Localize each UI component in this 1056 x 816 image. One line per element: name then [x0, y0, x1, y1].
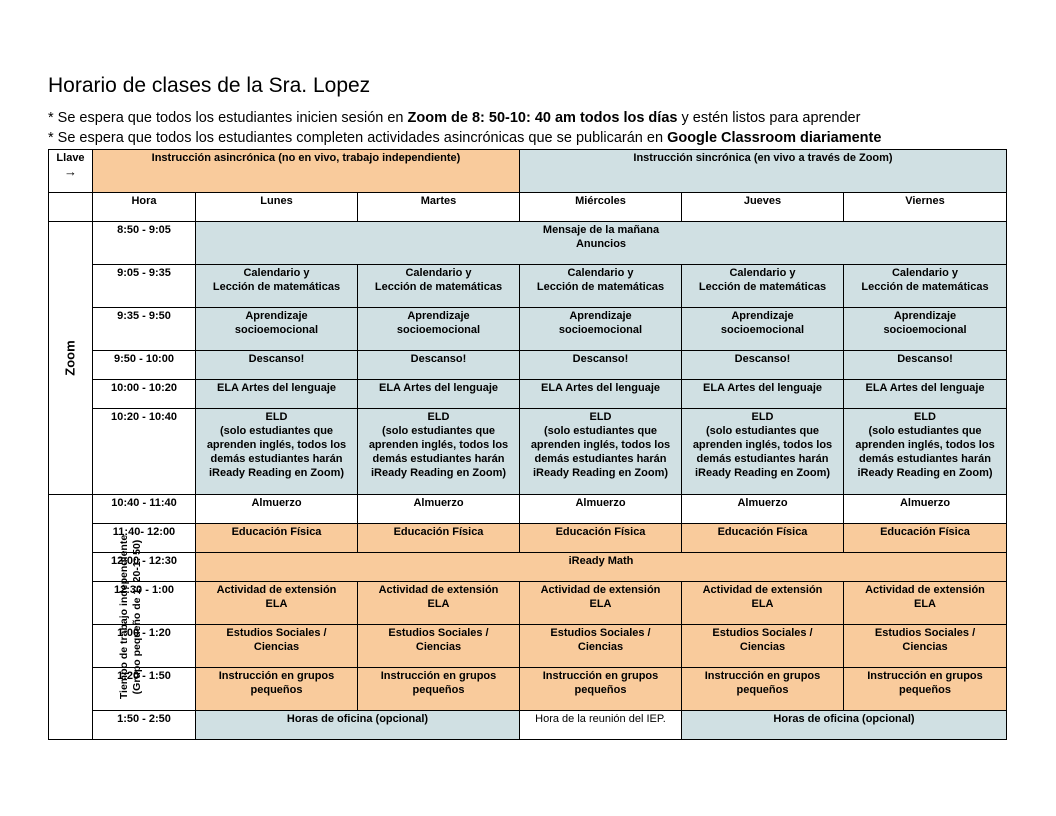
time-cell: 1:50 - 2:50	[93, 711, 196, 740]
activity-cell	[520, 625, 682, 668]
time-cell: 1:00 - 1:20	[93, 625, 196, 668]
table-row	[49, 711, 1007, 740]
activity-cell: Almuerzo	[682, 495, 844, 524]
arrow-right-icon: →	[64, 164, 77, 179]
header-row	[49, 193, 1007, 222]
activity-cell	[358, 625, 520, 668]
activity-line: ELA	[589, 598, 612, 610]
table-row	[49, 553, 1007, 582]
activity-cell	[196, 582, 358, 625]
activity-line: socioemocional	[396, 324, 481, 336]
activity-line: Calendario y	[405, 267, 472, 279]
legend-sync: Instrucción sincrónica (en vivo a través de Zoom)	[520, 150, 1007, 193]
office-hours-cell: Horas de oficina (opcional)	[682, 711, 1007, 740]
activity-cell	[196, 409, 358, 495]
header-day: Jueves	[682, 193, 844, 222]
table-row	[49, 265, 1007, 308]
zoom-label-text: Zoom	[62, 339, 78, 376]
header-empty	[49, 193, 93, 222]
table-row	[49, 351, 1007, 380]
activity-line: ELD	[589, 411, 612, 423]
time-cell: 10:20 - 10:40	[93, 409, 196, 495]
activity-cell: Almuerzo	[358, 495, 520, 524]
activity-line: Instrucción en grupos	[380, 670, 497, 682]
activity-cell: Almuerzo	[196, 495, 358, 524]
activity-line: (solo estudiantes que aprenden inglés, todos los demás estudiantes harán iReady Reading en Zoom)	[530, 425, 671, 479]
activity-cell	[358, 265, 520, 308]
activity-line: Estudios Sociales /	[226, 627, 327, 639]
activity-line: Anuncios	[575, 238, 627, 250]
activity-cell: ELA Artes del lenguaje	[358, 380, 520, 409]
activity-line: Estudios Sociales /	[388, 627, 489, 639]
activity-cell: ELA Artes del lenguaje	[196, 380, 358, 409]
activity-cell: ELA Artes del lenguaje	[682, 380, 844, 409]
tiempo-line: Tiempo de trabajo independiente	[118, 534, 131, 700]
activity-line: Actividad de extensión	[378, 584, 499, 596]
activity-line: Aprendizaje	[407, 310, 470, 322]
activity-line: Aprendizaje	[245, 310, 308, 322]
table-row	[49, 524, 1007, 553]
activity-line: Instrucción en grupos	[218, 670, 335, 682]
activity-line: Calendario y	[729, 267, 796, 279]
activity-cell	[520, 265, 682, 308]
header-day: Lunes	[196, 193, 358, 222]
activity-line: Instrucción en grupos	[542, 670, 659, 682]
activity-line: Instrucción en grupos	[704, 670, 821, 682]
activity-cell	[358, 668, 520, 711]
activity-cell	[520, 668, 682, 711]
header-day: Miércoles	[520, 193, 682, 222]
activity-line: Actividad de extensión	[540, 584, 661, 596]
activity-cell	[196, 222, 1007, 265]
activity-line: pequeños	[899, 684, 951, 696]
activity-line: pequeños	[574, 684, 627, 696]
activity-line: (solo estudiantes que aprenden inglés, todos los demás estudiantes harán iReady Reading en Zoom)	[692, 425, 833, 479]
activity-cell	[682, 265, 844, 308]
activity-line: ELD	[265, 411, 288, 423]
activity-cell: Educación Física	[844, 524, 1007, 553]
activity-line: socioemocional	[558, 324, 643, 336]
table-row	[49, 222, 1007, 265]
header-day: Viernes	[844, 193, 1007, 222]
activity-cell	[844, 625, 1007, 668]
activity-line: Aprendizaje	[731, 310, 794, 322]
activity-line: Estudios Sociales /	[712, 627, 813, 639]
activity-line: ELA	[914, 598, 936, 610]
activity-cell	[844, 409, 1007, 495]
time-cell: 1:20 - 1:50	[93, 668, 196, 711]
activity-line: pequeños	[250, 684, 303, 696]
office-hours-cell: Horas de oficina (opcional)	[196, 711, 520, 740]
activity-line: socioemocional	[234, 324, 319, 336]
table-row	[49, 582, 1007, 625]
activity-line: pequeños	[736, 684, 789, 696]
activity-line: ELA	[751, 598, 774, 610]
activity-cell: Descanso!	[358, 351, 520, 380]
activity-line: Ciencias	[415, 641, 462, 653]
activity-cell	[844, 582, 1007, 625]
table-row	[49, 668, 1007, 711]
activity-cell	[196, 265, 358, 308]
zoom-side-label	[49, 222, 93, 495]
note-classroom	[48, 129, 881, 147]
activity-line: ELA	[265, 598, 288, 610]
activity-cell: Descanso!	[844, 351, 1007, 380]
activity-line: Ciencias	[902, 641, 948, 653]
tiempo-label-text	[118, 535, 144, 699]
activity-cell	[196, 308, 358, 351]
activity-line: Actividad de extensión	[702, 584, 823, 596]
note-text: * Se espera que todos los estudiantes inicien sesión en	[48, 110, 408, 126]
tiempo-line: (Grupo pequeño de 1: 20-1: 50)	[131, 539, 144, 695]
activity-cell	[358, 308, 520, 351]
table-row	[49, 409, 1007, 495]
activity-line: Lección de matemáticas	[861, 281, 989, 293]
activity-line: ELD	[427, 411, 450, 423]
activity-cell: Almuerzo	[520, 495, 682, 524]
activity-line: Mensaje de la mañana	[542, 224, 660, 236]
header-day: Martes	[358, 193, 520, 222]
activity-line: Lección de matemáticas	[374, 281, 503, 293]
time-cell: 11:40- 12:00	[93, 524, 196, 553]
activity-cell: Educación Física	[520, 524, 682, 553]
legend-async: Instrucción asincrónica (no en vivo, trabajo independiente)	[93, 150, 520, 193]
note-text: * Se espera que todos los estudiantes completen actividades asincrónicas que se publicarán en	[48, 130, 668, 146]
activity-cell: Educación Física	[196, 524, 358, 553]
activity-line: ELA	[427, 598, 450, 610]
activity-cell	[358, 582, 520, 625]
activity-cell	[682, 668, 844, 711]
table-row	[49, 380, 1007, 409]
time-cell: 9:50 - 10:00	[93, 351, 196, 380]
activity-cell: Almuerzo	[844, 495, 1007, 524]
activity-cell: Descanso!	[196, 351, 358, 380]
activity-line: Lección de matemáticas	[536, 281, 665, 293]
legend-row	[49, 150, 1007, 193]
note-zoom	[48, 109, 860, 127]
activity-line: Aprendizaje	[569, 310, 632, 322]
activity-cell: Educación Física	[358, 524, 520, 553]
note-text: y estén listos para aprender	[677, 110, 861, 126]
activity-line: Calendario y	[567, 267, 634, 279]
header-hora: Hora	[93, 193, 196, 222]
activity-line: Ciencias	[577, 641, 624, 653]
table-row	[49, 495, 1007, 524]
activity-line: (solo estudiantes que aprenden inglés, todos los demás estudiantes harán iReady Reading en Zoom)	[855, 425, 995, 479]
note-bold: Google Classroom diariamente	[667, 130, 882, 146]
activity-cell: Descanso!	[682, 351, 844, 380]
activity-cell	[844, 668, 1007, 711]
activity-cell: Descanso!	[520, 351, 682, 380]
page-title: Horario de clases de la Sra. Lopez	[48, 74, 371, 97]
time-cell: 9:05 - 9:35	[93, 265, 196, 308]
activity-cell	[358, 409, 520, 495]
activity-line: Calendario y	[243, 267, 310, 279]
activity-line: socioemocional	[883, 324, 967, 336]
activity-cell	[520, 582, 682, 625]
activity-cell	[196, 668, 358, 711]
activity-line: Actividad de extensión	[216, 584, 337, 596]
activity-cell: ELA Artes del lenguaje	[844, 380, 1007, 409]
activity-cell: ELA Artes del lenguaje	[520, 380, 682, 409]
activity-cell	[844, 308, 1007, 351]
time-cell: 10:40 - 11:40	[93, 495, 196, 524]
activity-line: Estudios Sociales /	[874, 627, 976, 639]
key-label: Llave	[56, 152, 85, 164]
activity-cell: iReady Math	[196, 553, 1007, 582]
activity-line: ELD	[914, 411, 936, 423]
activity-cell	[196, 625, 358, 668]
iep-meeting-cell: Hora de la reunión del IEP.	[520, 711, 682, 740]
activity-line: Aprendizaje	[893, 310, 957, 322]
time-cell: 8:50 - 9:05	[93, 222, 196, 265]
activity-line: ELD	[751, 411, 774, 423]
activity-line: (solo estudiantes que aprenden inglés, todos los demás estudiantes harán iReady Reading en Zoom)	[368, 425, 509, 479]
table-row	[49, 308, 1007, 351]
activity-line: (solo estudiantes que aprenden inglés, todos los demás estudiantes harán iReady Reading en Zoom)	[206, 425, 347, 479]
activity-line: Lección de matemáticas	[212, 281, 341, 293]
activity-line: Calendario y	[891, 267, 959, 279]
note-bold: Zoom de 8: 50-10: 40 am todos los días	[407, 110, 678, 126]
table-row	[49, 625, 1007, 668]
activity-cell	[682, 625, 844, 668]
activity-line: pequeños	[412, 684, 465, 696]
activity-cell	[682, 582, 844, 625]
time-cell: 12:00 - 12:30	[93, 553, 196, 582]
activity-line: Ciencias	[253, 641, 300, 653]
time-cell: 12:30 - 1:00	[93, 582, 196, 625]
activity-line: Lección de matemáticas	[698, 281, 827, 293]
activity-cell	[682, 409, 844, 495]
activity-cell	[520, 308, 682, 351]
activity-cell	[520, 409, 682, 495]
activity-line: Instrucción en grupos	[867, 670, 983, 682]
time-cell: 10:00 - 10:20	[93, 380, 196, 409]
activity-line: socioemocional	[720, 324, 805, 336]
activity-cell: Educación Física	[682, 524, 844, 553]
activity-line: Ciencias	[739, 641, 786, 653]
schedule-table	[48, 149, 1007, 740]
activity-line: Estudios Sociales /	[550, 627, 651, 639]
time-cell: 9:35 - 9:50	[93, 308, 196, 351]
activity-cell	[682, 308, 844, 351]
key-cell	[49, 150, 93, 193]
activity-line: Actividad de extensión	[865, 584, 985, 596]
activity-cell	[844, 265, 1007, 308]
